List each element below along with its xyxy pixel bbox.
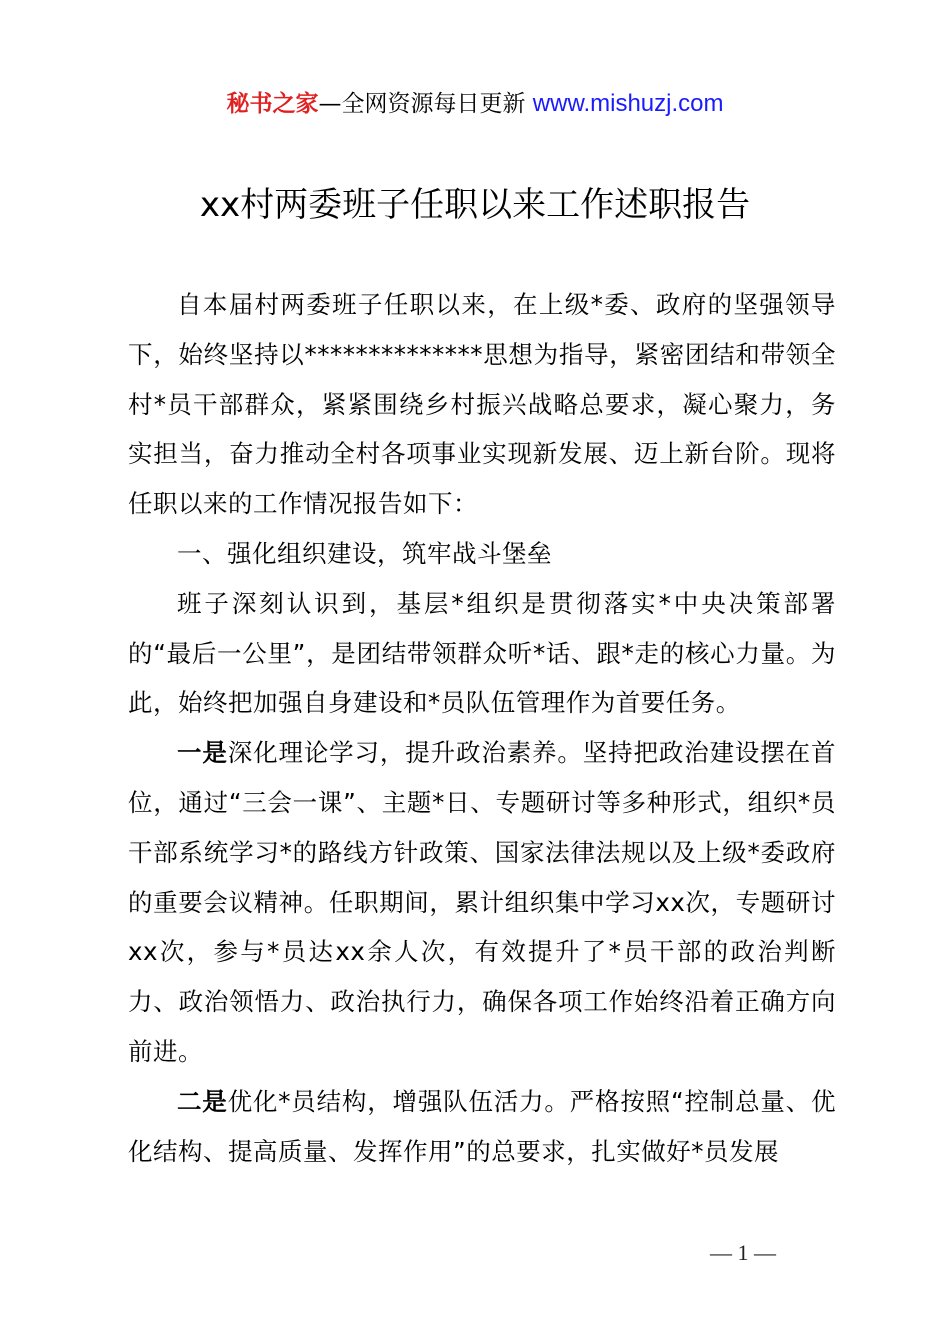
item-two-lead: 二是 [177, 1086, 228, 1116]
document-body [128, 280, 836, 1176]
section-heading: 一、强化组织建设，筑牢战斗堡垒 [177, 538, 552, 568]
item-two-paragraph [128, 1077, 836, 1177]
item-one-paragraph [128, 728, 836, 1077]
intro-paragraph: 自本届村两委班子任职以来，在上级*委、政府的坚强领导下，始终坚持以**************思想为指导，紧密团结和带领全村*员干部群众，紧紧围绕乡村振兴战略总要求，凝心聚力，务实担当，奋力推动全村各项事业实现新发展、迈上新台阶。现将任职以来的工作情况报告如下： [128, 290, 836, 519]
item-one-text: 深化理论学习，提升政治素养。坚持把政治建设摆在首位，通过“三会一课”、主题*日、专题研讨等多种形式，组织*员干部系统学习*的路线方针政策、国家法律法规以及上级*委政府的重要会议精神。任职期间，累计组织集中学习xx次，专题研讨xx次，参与*员达xx余人次，有效提升了*员干部的政治判断力、政治领悟力、政治执行力，确保各项工作始终沿着正确方向前进。 [128, 738, 837, 1066]
header-tagline: —全网资源每日更新 [318, 91, 533, 117]
item-two-text: 优化*员结构，增强队伍活力。严格按照“控制总量、优化结构、提高质量、发挥作用”的总要求，扎实做好*员发展 [128, 1086, 836, 1166]
site-url[interactable]: www.mishuzj.com [532, 90, 724, 117]
site-header [0, 86, 950, 122]
section-intro-paragraph: 班子深刻认识到，基层*组织是贯彻落实*中央决策部署的“最后一公里”，是团结带领群众听*话、跟*走的核心力量。为此，始终把加强自身建设和*员队伍管理作为首要任务。 [128, 588, 836, 718]
document-title: xx村两委班子任职以来工作述职报告 [199, 185, 751, 225]
page-number: — 1 — [710, 1240, 776, 1265]
brand-name: 秘书之家 [226, 91, 319, 117]
item-one-lead: 一是 [177, 738, 228, 768]
